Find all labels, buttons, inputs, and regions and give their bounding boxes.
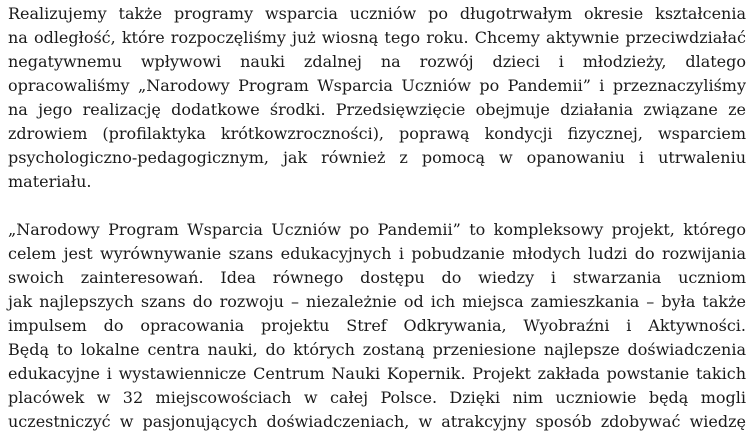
- text-line: swoich zainteresowań. Idea równego dostępu do wiedzy i stwarzania uczniom: [8, 268, 746, 287]
- text-line: edukacyjne i wystawiennicze Centrum Nauki Kopernik. Projekt zakłada powstanie takich: [8, 364, 746, 383]
- text-line: Będą to lokalne centra nauki, do których zostaną przeniesione najlepsze doświadczenia: [8, 340, 746, 359]
- text-line: uczestniczyć w pasjonujących doświadczeniach, w atrakcyjny sposób zdobywać wiedzę: [8, 412, 746, 431]
- text-line: negatywnemu wpływowi nauki zdalnej na rozwój dzieci i młodzieży, dlatego: [8, 52, 746, 71]
- text-line: opracowaliśmy „Narodowy Program Wsparcia Uczniów po Pandemii” i przeznaczyliśmy: [8, 76, 746, 95]
- paragraph-1: [8, 0, 746, 194]
- text-line: psychologiczno-pedagogicznym, jak również z pomocą w opanowaniu i utrwaleniu: [8, 148, 746, 167]
- text-line: Realizujemy także programy wsparcia uczniów po długotrwałym okresie kształcenia: [8, 4, 746, 23]
- text-line: na jego realizację dodatkowe środki. Przedsięwzięcie obejmuje działania związane ze: [8, 100, 746, 119]
- text-line: jak najlepszych szans do rozwoju – niezależnie od ich miejsca zamieszkania – była także: [8, 292, 746, 311]
- text-line: zdrowiem (profilaktyka krótkowzroczności), poprawą kondycji fizycznej, wsparciem: [8, 124, 746, 143]
- text-line: impulsem do opracowania projektu Stref Odkrywania, Wyobraźni i Aktywności.: [8, 316, 746, 335]
- paragraph-2: [8, 218, 746, 434]
- paragraph-spacer: [8, 194, 746, 218]
- text-line: celem jest wyrównywanie szans edukacyjnych i pobudzanie młodych ludzi do rozwijania: [8, 244, 746, 263]
- text-line: placówek w 32 miejscowościach w całej Polsce. Dzięki nim uczniowie będą mogli: [8, 388, 746, 407]
- text-line: „Narodowy Program Wsparcia Uczniów po Pandemii” to kompleksowy projekt, którego: [8, 220, 746, 239]
- text-line: materiału.: [8, 172, 92, 191]
- text-line: na odległość, które rozpoczęliśmy już wiosną tego roku. Chcemy aktywnie przeciwdziałać: [8, 28, 746, 47]
